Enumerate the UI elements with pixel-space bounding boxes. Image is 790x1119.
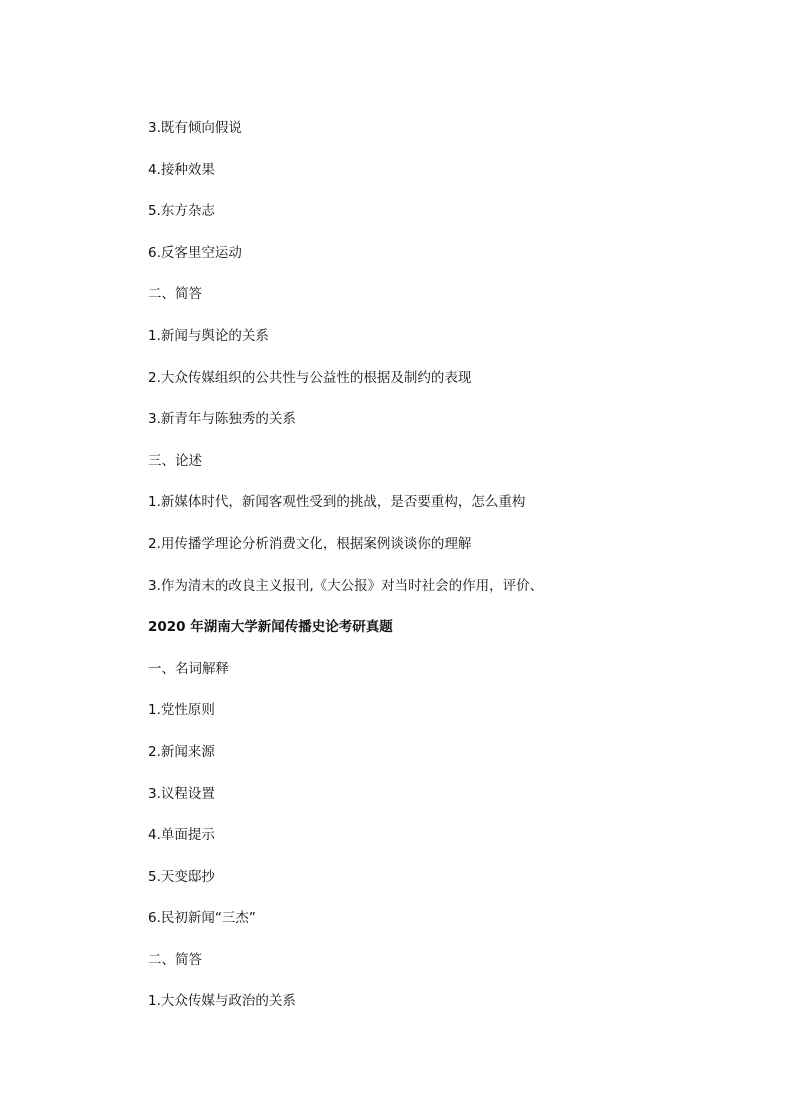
term-2-news-source: 2.新闻来源 <box>148 743 215 760</box>
term-5-tianbian-dichao: 5.天变邸抄 <box>148 868 215 885</box>
item-6-anti-kliegl-movement: 6.反客里空运动 <box>148 244 242 261</box>
term-1-party-principle: 1.党性原则 <box>148 702 215 719</box>
section-heading-short-answer: 二、简答 <box>148 286 202 303</box>
term-3-agenda-setting: 3.议程设置 <box>148 785 215 802</box>
question-1-news-and-public-opinion: 1.新闻与舆论的关系 <box>148 327 269 344</box>
question-1-mass-media-and-politics: 1.大众传媒与政治的关系 <box>148 993 296 1010</box>
question-3-new-youth-chen-duxiu: 3.新青年与陈独秀的关系 <box>148 411 296 428</box>
question-2-mass-media-publicness: 2.大众传媒组织的公共性与公益性的根据及制约的表现 <box>148 369 472 386</box>
section-heading-term-explanation: 一、名词解释 <box>148 660 229 677</box>
essay-2-consumer-culture: 2.用传播学理论分析消费文化，根据案例谈谈你的理解 <box>148 535 472 552</box>
document-body <box>148 117 748 1032</box>
section-heading-short-answer-2: 二、简答 <box>148 951 202 968</box>
term-4-one-sided-message: 4.单面提示 <box>148 827 215 844</box>
item-5-eastern-miscellany: 5.东方杂志 <box>148 203 215 220</box>
essay-1-news-objectivity: 1.新媒体时代，新闻客观性受到的挑战，是否要重构，怎么重构 <box>148 494 526 511</box>
term-6-three-heroes: 6.民初新闻“三杰” <box>148 910 256 927</box>
item-4-inoculation-effect: 4.接种效果 <box>148 161 215 178</box>
section-heading-essay: 三、论述 <box>148 452 202 469</box>
exam-title-2020: 2020 年湖南大学新闻传播史论考研真题 <box>148 619 393 636</box>
item-3-existing-tendency-hypothesis: 3.既有倾向假说 <box>148 120 242 136</box>
essay-3-ta-kung-pao: 3.作为清末的改良主义报刊,《大公报》对当时社会的作用，评价、 <box>148 577 544 594</box>
